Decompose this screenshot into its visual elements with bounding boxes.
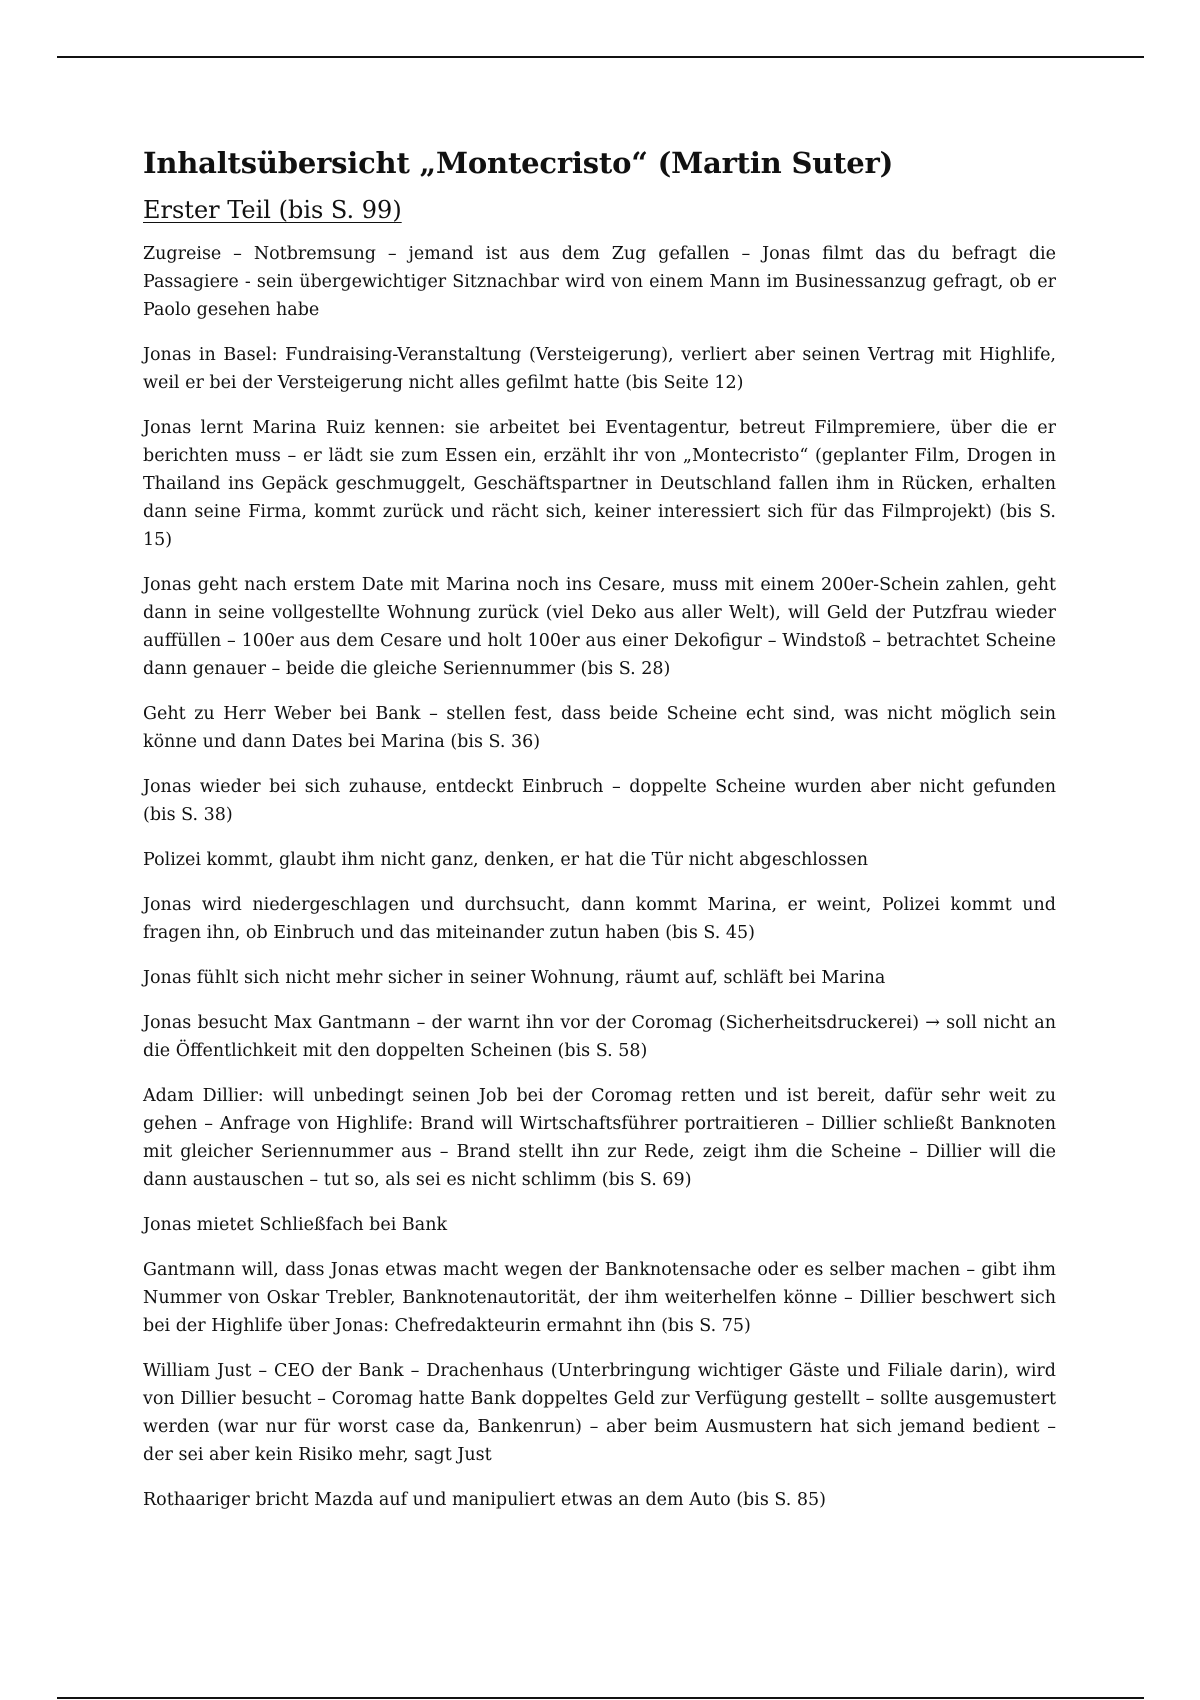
top-divider (57, 56, 1144, 58)
paragraph: Jonas geht nach erstem Date mit Marina noch ins Cesare, muss mit einem 200er-Schein zahlen, geht dann in seine vollgestellte Wohnung zurück (viel Deko aus aller Welt), will Geld der Putzfrau wieder auffüllen – 100er aus dem Cesare und holt 100er aus einer Dekofigur – Windstoß – betrachtet Scheine dann genauer – beide die gleiche Seriennummer (bis S. 28) (143, 575, 1056, 679)
document-body (143, 144, 1056, 1531)
paragraph: Jonas mietet Schließfach bei Bank (143, 1215, 448, 1235)
paragraph: Jonas fühlt sich nicht mehr sicher in seiner Wohnung, räumt auf, schläft bei Marina (143, 968, 886, 988)
paragraph: Jonas wird niedergeschlagen und durchsucht, dann kommt Marina, er weint, Polizei kommt und fragen ihn, ob Einbruch und das miteinander zutun haben (bis S. 45) (143, 895, 1056, 943)
paragraph: Geht zu Herr Weber bei Bank – stellen fest, dass beide Scheine echt sind, was nicht möglich sein könne und dann Dates bei Marina (bis S. 36) (143, 704, 1056, 752)
paragraph: Rothaariger bricht Mazda auf und manipuliert etwas an dem Auto (bis S. 85) (143, 1490, 826, 1510)
paragraph: Jonas in Basel: Fundraising-Veranstaltung (Versteigerung), verliert aber seinen Vertrag mit Highlife, weil er bei der Versteigerung nicht alles gefilmt hatte (bis Seite 12) (143, 345, 1056, 393)
document-title: Inhaltsübersicht „Montecristo“ (Martin Suter) (143, 146, 894, 180)
paragraph: Jonas wieder bei sich zuhause, entdeckt Einbruch – doppelte Scheine wurden aber nicht gefunden (bis S. 38) (143, 777, 1056, 825)
bottom-divider (57, 1697, 1144, 1699)
paragraph: Gantmann will, dass Jonas etwas macht wegen der Banknotensache oder es selber machen – gibt ihm Nummer von Oskar Trebler, Banknotenautorität, der ihm weiterhelfen könne – Dillier beschwert sich bei der Highlife über Jonas: Chefredakteurin ermahnt ihn (bis S. 75) (143, 1260, 1056, 1336)
paragraph: William Just – CEO der Bank – Drachenhaus (Unterbringung wichtiger Gäste und Filiale darin), wird von Dillier besucht – Coromag hatte Bank doppeltes Geld zur Verfügung gestellt – sollte ausgemustert werden (war nur für worst case da, Bankenrun) – aber beim Ausmustern hat sich jemand bedient – der sei aber kein Risiko mehr, sagt Just (143, 1361, 1056, 1465)
paragraph: Polizei kommt, glaubt ihm nicht ganz, denken, er hat die Tür nicht abgeschlossen (143, 850, 868, 870)
paragraph: Zugreise – Notbremsung – jemand ist aus dem Zug gefallen – Jonas filmt das du befragt die Passagiere - sein übergewichtiger Sitznachbar wird von einem Mann im Businessanzug gefragt, ob er Paolo gesehen habe (143, 244, 1056, 320)
paragraph: Jonas besucht Max Gantmann – der warnt ihn vor der Coromag (Sicherheitsdruckerei) → soll nicht an die Öffentlichkeit mit den doppelten Scheinen (bis S. 58) (143, 1013, 1056, 1061)
paragraph: Adam Dillier: will unbedingt seinen Job bei der Coromag retten und ist bereit, dafür sehr weit zu gehen – Anfrage von Highlife: Brand will Wirtschaftsführer portraitieren – Dillier schließt Banknoten mit gleicher Seriennummer aus – Brand stellt ihn zur Rede, zeigt ihm die Scheine – Dillier will die dann austauschen – tut so, als sei es nicht schlimm (bis S. 69) (143, 1086, 1056, 1190)
paragraph: Jonas lernt Marina Ruiz kennen: sie arbeitet bei Eventagentur, betreut Filmpremiere, über die er berichten muss – er lädt sie zum Essen ein, erzählt ihr von „Montecristo“ (geplanter Film, Drogen in Thailand ins Gepäck geschmuggelt, Geschäftspartner in Deutschland fallen ihm in Rücken, erhalten dann seine Firma, kommt zurück und rächt sich, keiner interessiert sich für das Filmprojekt) (bis S. 15) (143, 418, 1056, 550)
section-heading: Erster Teil (bis S. 99) (143, 196, 402, 224)
